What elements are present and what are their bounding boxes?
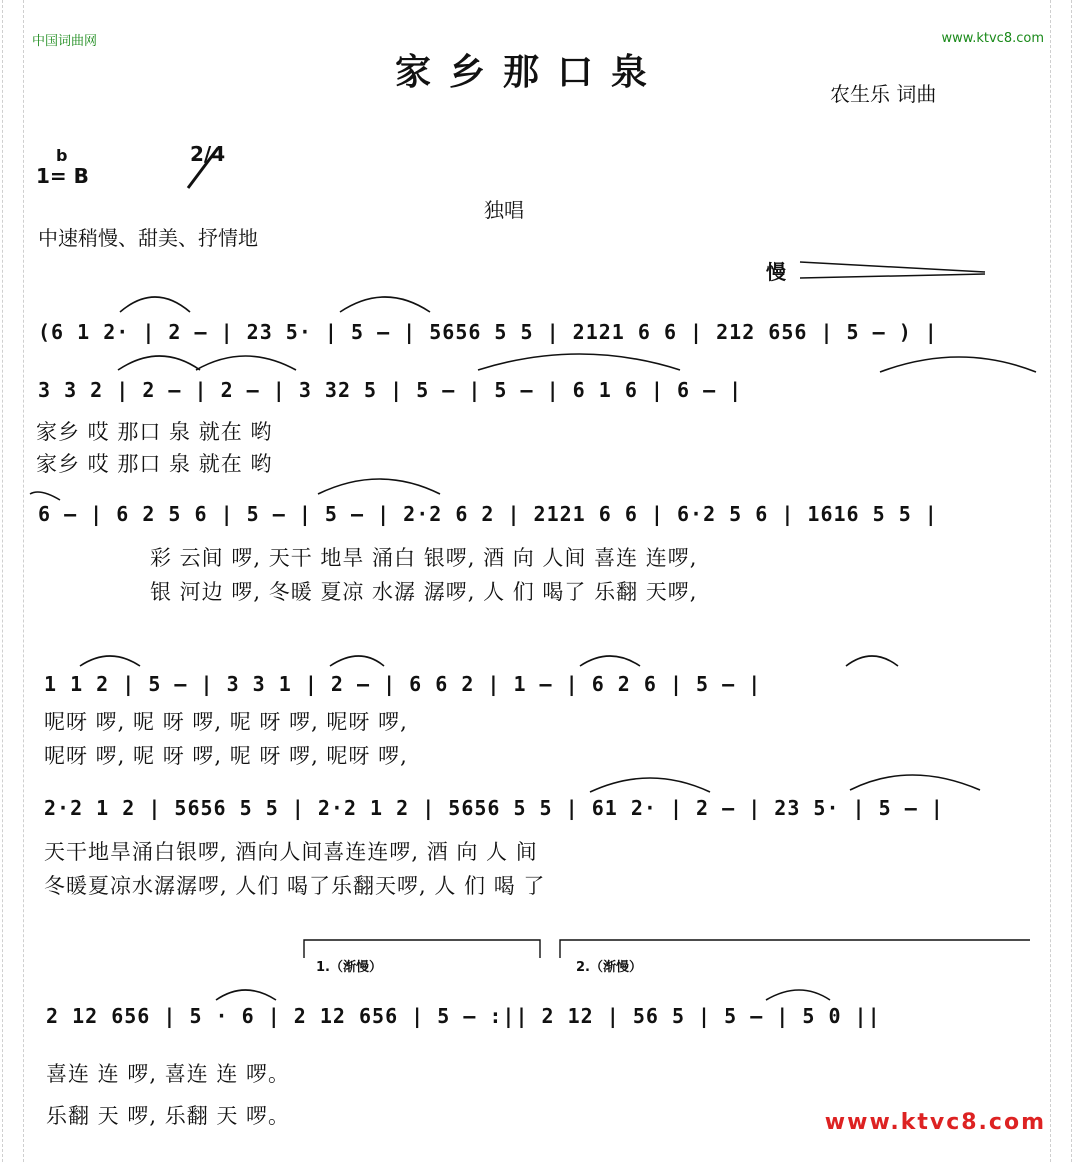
tempo-marking: 中速稍慢、甜美、抒情地 [38, 226, 258, 250]
volta-bracket-2 [560, 940, 1030, 958]
system-5-lyric-verse-1: 天干地旱涌白银啰, 酒向人间喜连连啰, 酒 向 人 间 [44, 840, 538, 864]
site-name-left[interactable]: 中国词曲网 [32, 34, 98, 49]
system-3-notes: 6 — | 6 2 5 6 | 5 — | 5 — | 2·2 6 2 | 2121 6 6 | 6·2 5 6 | 1616 5 5 | [38, 502, 938, 526]
system-4-lyric-verse-2: 呢呀 啰, 呢 呀 啰, 呢 呀 啰, 呢呀 啰, [44, 744, 408, 768]
decrescendo-line-lower [800, 274, 985, 278]
slur [766, 990, 830, 1000]
system-5-notes: 2·2 1 2 | 5656 5 5 | 2·2 1 2 | 5656 5 5 | 61 2· | 2 — | 23 5· | 5 — | [44, 796, 944, 820]
flat-sign: b [56, 146, 68, 165]
slur [196, 356, 296, 370]
system-6-notes: 2 12 656 | 5 · 6 | 2 12 656 | 5 — :|| 2 12 | 56 5 | 5 — | 5 0 || [46, 1004, 881, 1028]
site-watermark-logo: www.ktvc8.com [824, 1110, 1046, 1135]
slur [30, 492, 60, 500]
slur [850, 775, 980, 790]
slow-marking: 慢 [766, 260, 786, 284]
slur [216, 990, 276, 1000]
system-6-lyric-verse-1: 喜连 连 啰, 喜连 连 啰。 [46, 1062, 291, 1086]
system-2-lyric-verse-2: 家乡 哎 那口 泉 就在 哟 [36, 452, 273, 476]
system-4-notes: 1 1 2 | 5 — | 3 3 1 | 2 — | 6 6 2 | 1 — | 6 2 6 | 5 — | [44, 672, 762, 696]
system-1-notes: (6 1 2· | 2 — | 23 5· | 5 — | 5656 5 5 | 2121 6 6 | 212 656 | 5 — ) | [38, 320, 938, 344]
system-3-lyric-verse-2: 银 河边 啰, 冬暖 夏凉 水潺 潺啰, 人 们 喝了 乐翻 天啰, [150, 580, 698, 604]
slur [80, 656, 140, 666]
slur [880, 357, 1036, 372]
system-3-lyric-verse-1: 彩 云间 啰, 天干 地旱 涌白 银啰, 酒 向 人间 喜连 连啰, [150, 546, 698, 570]
system-4-lyric-verse-1: 呢呀 啰, 呢 呀 啰, 呢 呀 啰, 呢呀 啰, [44, 710, 408, 734]
time-signature: 2/4 [190, 142, 226, 166]
performance-type: 独唱 [484, 198, 524, 222]
volta-bracket-1 [304, 940, 540, 958]
slur [478, 354, 680, 370]
slur [590, 778, 710, 792]
slur [330, 656, 384, 666]
volta-first-ending: 1.（渐慢） [316, 960, 382, 975]
time-signature-slash [188, 148, 218, 188]
slur [340, 297, 430, 312]
system-5-lyric-verse-2: 冬暖夏凉水潺潺啰, 人们 喝了乐翻天啰, 人 们 喝 了 [44, 874, 546, 898]
slur [580, 656, 640, 666]
system-6-lyric-verse-2: 乐翻 天 啰, 乐翻 天 啰。 [46, 1104, 291, 1128]
slur [846, 656, 898, 666]
song-title: 家乡那口泉 [395, 52, 666, 93]
slur [318, 479, 440, 494]
composer-credit: 农生乐 词曲 [830, 82, 937, 106]
slur [118, 356, 200, 370]
decrescendo-line-upper [800, 262, 985, 272]
system-2-notes: 3 3 2 | 2 — | 2 — | 3 32 5 | 5 — | 5 — | 6 1 6 | 6 — | [38, 378, 743, 402]
site-url-right[interactable]: www.ktvc8.com [941, 31, 1044, 46]
system-2-lyric-verse-1: 家乡 哎 那口 泉 就在 哟 [36, 420, 273, 444]
key-signature: 1= B [36, 164, 89, 188]
slur [120, 297, 190, 312]
volta-second-ending: 2.（渐慢） [576, 960, 642, 975]
